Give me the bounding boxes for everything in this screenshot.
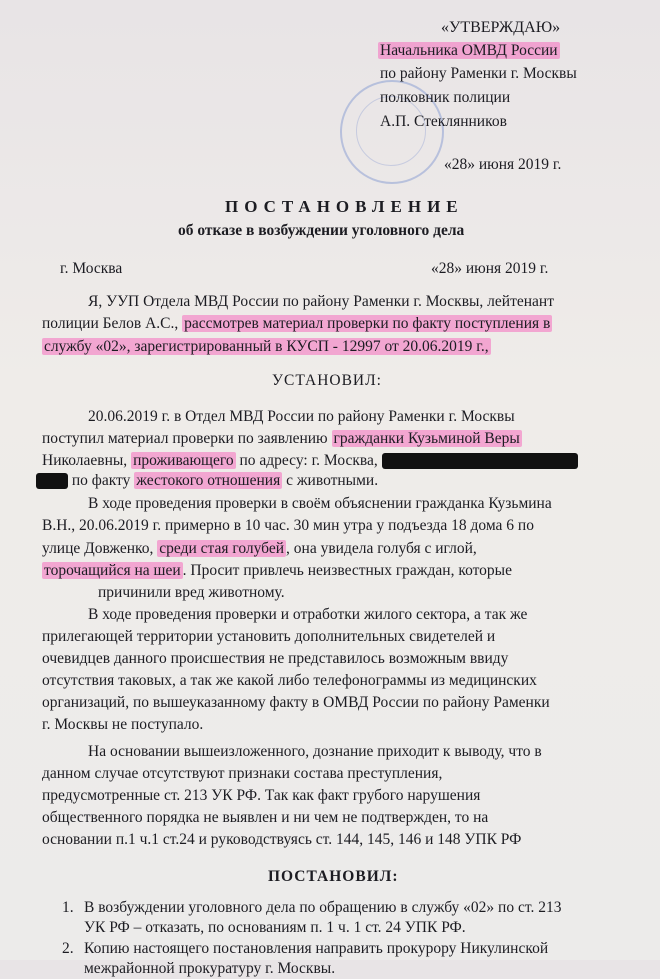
p4-line-5: основании п.1 ч.1 ст.24 и руководствуясь ст. 144, 145, 146 и 148 УПК РФ	[42, 831, 522, 848]
p2-line-2: В.Н., 20.06.2019 г. примерно в 10 час. 30 мин утра у подъезда 18 дома 6 по	[42, 517, 534, 534]
p4-line-2: данном случае отсутствуют признаки состава преступления,	[42, 765, 443, 782]
p2-line-5: причинили вред животному.	[98, 584, 285, 601]
approve-label: «УТВЕРЖДАЮ»	[441, 19, 561, 36]
approval-date: «28» июня 2019 г.	[444, 156, 562, 173]
p1-line-4: по факту жестокого отношения с животными.	[36, 471, 378, 491]
p3-line-2: прилегающей территории установить дополнительных свидетелей и	[42, 628, 496, 645]
p1-line-3: Николаевны, проживающего по адресу: г. Москва,	[42, 451, 578, 471]
p3-line-1: В ходе проведения проверки и отработки жилого сектора, а так же	[88, 606, 528, 623]
list-item-line-2: УК РФ – отказать, по основаниям п. 1 ч. 1 ст. 24 УПК РФ.	[84, 919, 466, 936]
document-date: «28» июня 2019 г.	[431, 260, 549, 277]
p4-line-1: На основании вышеизложенного, дознание приходит к выводу, что в	[88, 743, 542, 760]
list-item-number: 1.	[62, 899, 74, 916]
approver-name: А.П. Стеклянников	[380, 113, 507, 130]
list-item-number: 2.	[62, 940, 74, 957]
approver-district: по району Раменки г. Москвы	[380, 65, 577, 82]
p3-line-5: организаций, по вышеуказанному факту в ОМВД России по району Раменки	[42, 694, 550, 711]
established-heading: УСТАНОВИЛ:	[272, 372, 382, 389]
approver-position: Начальника ОМВД России	[380, 42, 558, 59]
p2-line-4: торочащийся на шеи . Просит привлечь неизвестных граждан, которые	[44, 562, 512, 579]
list-item-line-2: межрайонной прокуратуру г. Москвы.	[84, 960, 336, 977]
p4-line-4: общественного порядка не выявлен и ни чем не подтвержден, то на	[42, 809, 489, 826]
list-item-line-1: Копию настоящего постановления направить прокурору Никулинской	[84, 940, 549, 957]
p4-line-3: предусмотренные ст. 213 УК РФ. Так как факт грубого нарушения	[42, 787, 481, 804]
intro-line-3: службу «02», зарегистрированный в КУСП - 12997 от 20.06.2019 г.,	[44, 338, 489, 355]
p3-line-3: очевидцев данного происшествия не представилось возможным ввиду	[42, 650, 509, 667]
p1-line-1: 20.06.2019 г. в Отдел МВД России по району Раменки г. Москвы	[88, 408, 515, 425]
p3-line-6: г. Москвы не поступало.	[42, 716, 204, 733]
document-subtitle: об отказе в возбуждении уголовного дела	[178, 222, 465, 239]
p3-line-4: отсутствия таковых, а так же какой либо телефонограммы из медицинских	[42, 672, 537, 689]
p2-line-3: улице Довженко, среди стая голубей , она увидела голубя с иглой,	[42, 540, 477, 557]
list-item-line-1: В возбуждении уголовного дела по обращению в службу «02» по ст. 213	[84, 899, 562, 916]
approver-rank: полковник полиции	[380, 89, 511, 106]
p1-line-2: поступил материал проверки по заявлению гражданки Кузьминой Веры	[42, 430, 520, 447]
intro-line-1: Я, УУП Отдела МВД России по району Раменки г. Москвы, лейтенант	[88, 293, 554, 310]
resolved-heading: ПОСТАНОВИЛ:	[268, 868, 399, 885]
intro-line-2: полиции Белов А.С., рассмотрев материал проверки по факту поступления в	[42, 315, 551, 332]
document-title: ПОСТАНОВЛЕНИЕ	[225, 197, 464, 216]
redaction-block	[382, 453, 578, 469]
city: г. Москва	[60, 260, 123, 277]
p2-line-1: В ходе проведения проверки в своём объяснении гражданка Кузьмина	[88, 495, 552, 512]
redaction-block	[36, 473, 68, 489]
